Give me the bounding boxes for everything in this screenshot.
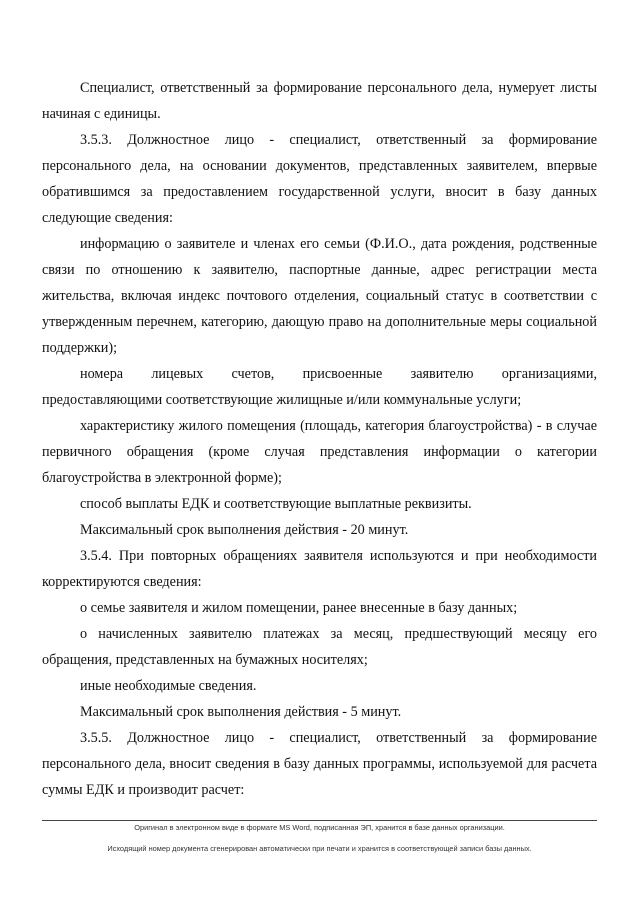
paragraph-3-5-3: 3.5.3. Должностное лицо - специалист, ответственный за формирование персонального дела, на основании документов, представленных заявителем, впервые обратившимся за предоставлением государственной услуги, вносит в базу данных следующие сведения: bbox=[42, 132, 597, 226]
paragraph-applicant-info: информацию о заявителе и членах его семьи (Ф.И.О., дата рождения, родственные связи по отношению к заявителю, паспортные данные, адрес регистрации места жительства, включая индекс почтового отделения, социальный статус в соответствии с утвержденным перечнем, категорию, дающую право на дополнительные меры социальной поддержки); bbox=[42, 236, 597, 356]
footer-divider bbox=[42, 820, 597, 821]
paragraph-numbering: Специалист, ответственный за формирование персонального дела, нумерует листы начиная с единицы. bbox=[42, 80, 597, 122]
paragraph-3-5-5: 3.5.5. Должностное лицо - специалист, ответственный за формирование персонального дела, вносит сведения в базу данных программы, используемой для расчета суммы ЕДК и производит расчет: bbox=[42, 730, 597, 798]
paragraph-other-info: иные необходимые сведения. bbox=[80, 678, 257, 694]
footer-original-note: Оригинал в электронном виде в формате MS Word, подписанная ЭП, хранится в базе данных организации. bbox=[134, 823, 505, 832]
document-body bbox=[42, 75, 597, 803]
paragraph-family-info: о семье заявителя и жилом помещении, ранее внесенные в базу данных; bbox=[80, 600, 518, 616]
paragraph-3-5-4: 3.5.4. При повторных обращениях заявителя используются и при необходимости корректируются сведения: bbox=[42, 548, 597, 590]
paragraph-max-time-20: Максимальный срок выполнения действия - 20 минут. bbox=[80, 522, 409, 538]
footer-number-note: Исходящий номер документа сгенерирован автоматически при печати и хранится в соответствующей записи базы данных. bbox=[107, 844, 532, 853]
paragraph-account-numbers: номера лицевых счетов, присвоенные заявителю организациями, предоставляющими соответствующие жилищные и/или коммунальные услуги; bbox=[42, 366, 597, 408]
paragraph-payment-method: способ выплаты ЕДК и соответствующие выплатные реквизиты. bbox=[80, 496, 472, 512]
paragraph-max-time-5: Максимальный срок выполнения действия - 5 минут. bbox=[80, 704, 402, 720]
paragraph-payments-info: о начисленных заявителю платежах за месяц, предшествующий месяцу его обращения, представленных на бумажных носителях; bbox=[42, 626, 597, 668]
paragraph-housing-characteristics: характеристику жилого помещения (площадь, категория благоустройства) - в случае первичного обращения (кроме случая представления информации о категории благоустройства в электронной форме); bbox=[42, 418, 597, 486]
